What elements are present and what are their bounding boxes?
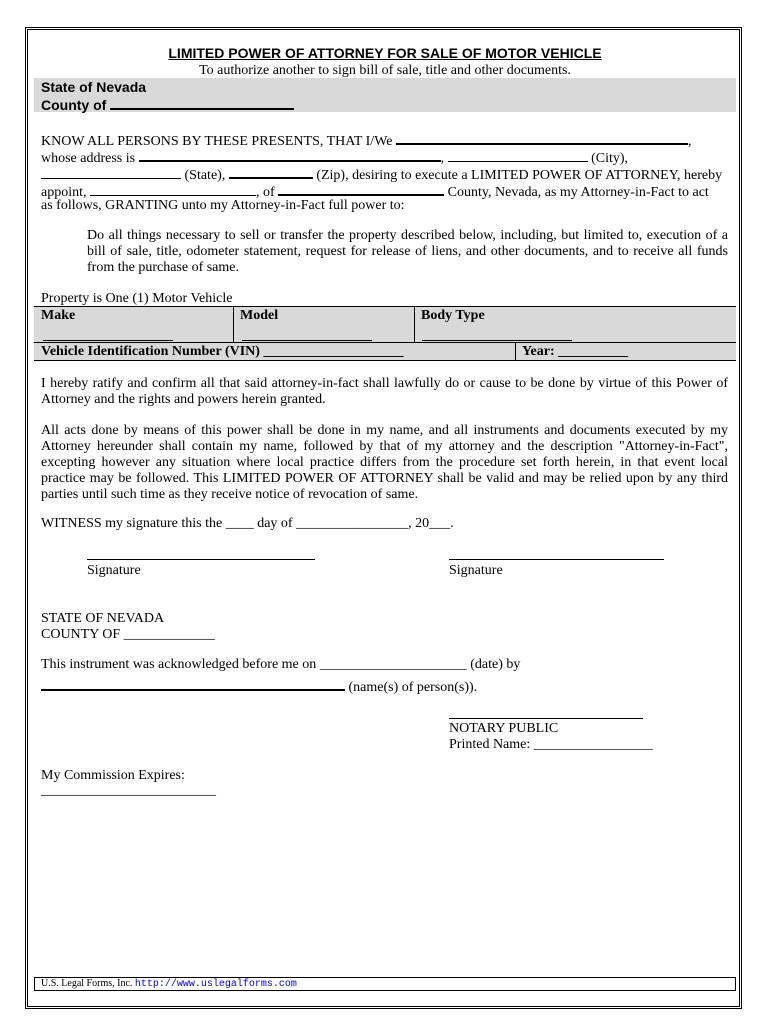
city-field[interactable] (448, 148, 588, 162)
county-label: County of (41, 97, 107, 113)
address-comma: , (440, 151, 445, 166)
county-line (41, 95, 294, 113)
person-names-field[interactable] (41, 676, 345, 691)
appoint-label: appoint, (41, 185, 87, 200)
address-label: whose address is (41, 151, 136, 166)
vehicle-caption: Property is One (1) Motor Vehicle (41, 291, 233, 306)
principal-name-field[interactable] (396, 130, 688, 145)
model-label: Model (240, 308, 279, 323)
body-type-label: Body Type (421, 308, 485, 323)
ratify-paragraph: I hereby ratify and confirm all that said attorney-in-fact shall lawfully do or cause to be done by virtue of this Power of Attorney and the rights and powers herein granted. (41, 376, 728, 407)
vin-field[interactable]: ____________________ (263, 344, 404, 359)
commission-field[interactable]: _________________________ (41, 783, 216, 798)
vin-line (41, 344, 403, 360)
state-label: State of Nevada (41, 79, 147, 95)
notary-signature-line[interactable] (449, 718, 643, 719)
make-field[interactable] (43, 340, 173, 341)
footer (41, 978, 297, 990)
column-divider-2 (414, 307, 415, 342)
vin-year-divider (515, 343, 516, 360)
powers-paragraph: Do all things necessary to sell or transfer the property described below, including, but limited to, execution of a bill of sale, title, odometer statement, request for release of liens, and other documents, and to receive all funds from the purchase of same. (87, 228, 728, 275)
witness-line: WITNESS my signature this the ____ day of ________________, 20___. (41, 516, 454, 531)
attorney-county-field[interactable] (278, 181, 444, 196)
intro-comma: , (688, 134, 692, 149)
attorney-name-field[interactable] (90, 182, 256, 196)
address-field[interactable] (139, 147, 441, 162)
names-label: (name(s) of person(s)). (348, 680, 478, 695)
state-label-text: (State), (184, 168, 226, 183)
of-label: , of (256, 185, 275, 200)
vin-label: Vehicle Identification Number (VIN) (41, 344, 260, 359)
document-subtitle: To authorize another to sign bill of sale, title and other documents. (199, 63, 571, 78)
vin-row-bottom-rule (34, 360, 736, 361)
footer-company: U.S. Legal Forms, Inc. (41, 978, 133, 989)
model-field[interactable] (242, 340, 372, 341)
acknowledgment-line-1: This instrument was acknowledged before me on _____________________ (date) by (41, 657, 521, 672)
vehicle-header-row (34, 307, 736, 342)
notary-county: COUNTY OF _____________ (41, 627, 215, 642)
zip-label-text: (Zip), desiring to execute a LIMITED POWER OF ATTORNEY, hereby (316, 168, 723, 183)
footer-link[interactable]: http://www.uslegalforms.com (134, 979, 297, 990)
commission-label: My Commission Expires: (41, 768, 185, 783)
acts-paragraph: All acts done by means of this power shall be done in my name, and all instruments and documents executed by my Attorney hereunder shall contain my name, followed by that of my attorney and the description "Attorney-in-Fact", excepting however any situation where local practice differs from the procedure set forth herein, in that event local practice may be followed. This LIMITED POWER OF ATTORNEY shall be valid and may be relied upon by any third parties until such time as they receive notice of revocation of same. (41, 423, 728, 502)
year-line (522, 344, 628, 360)
signature-label-left: Signature (87, 563, 141, 578)
acknowledgment-line-2 (41, 676, 477, 696)
notary-printed-name: Printed Name: _________________ (449, 737, 653, 752)
body-type-field[interactable] (422, 340, 572, 341)
column-divider-1 (233, 307, 234, 342)
zip-field[interactable] (229, 164, 313, 179)
signature-label-right: Signature (449, 563, 503, 578)
signature-line-right[interactable] (449, 559, 664, 560)
state-field[interactable] (41, 165, 181, 179)
notary-state: STATE OF NEVADA (41, 611, 165, 626)
county-field[interactable] (110, 95, 294, 110)
year-field[interactable]: __________ (558, 344, 629, 359)
signature-line-left[interactable] (87, 559, 315, 560)
county-nevada-label: County, Nevada, as my Attorney-in-Fact to act (447, 185, 709, 200)
year-label: Year: (522, 344, 555, 359)
intro-line-5: as follows, GRANTING unto my Attorney-in-Fact full power to: (41, 198, 405, 213)
make-label: Make (41, 308, 76, 323)
intro-know-all: KNOW ALL PERSONS BY THESE PRESENTS, THAT I/We (41, 134, 393, 149)
city-label: (City), (591, 151, 629, 166)
document-title: LIMITED POWER OF ATTORNEY FOR SALE OF MOTOR VEHICLE (168, 45, 602, 61)
notary-public-label: NOTARY PUBLIC (449, 721, 559, 736)
